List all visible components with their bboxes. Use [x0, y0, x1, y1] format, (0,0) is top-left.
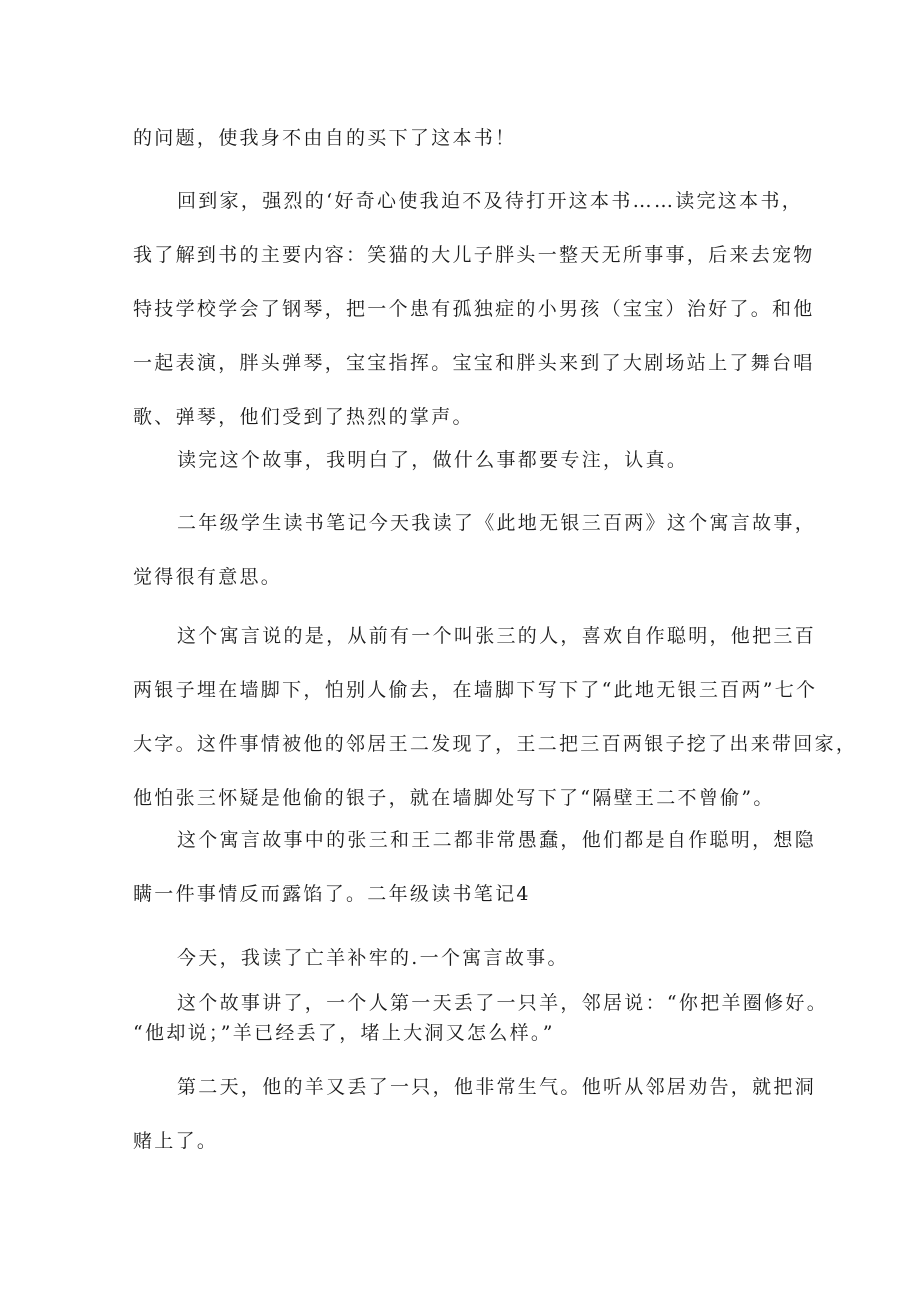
paragraph-8: [133, 988, 829, 1048]
paragraph-line: 这个寓言故事中的张三和王二都非常愚蠢，他们都是自作聪明，想隐: [177, 829, 817, 851]
paragraph-line: 瞒一件事情反而露馅了。二年级读书笔记4: [133, 883, 531, 905]
paragraph-line: 读完这个故事，我明白了，做什么事都要专注，认真。: [177, 449, 689, 471]
paragraph-line: 今天，我读了亡羊补牢的.一个寓言故事。: [177, 947, 569, 969]
paragraph-line: 大字。这件事情被他的邻居王二发现了，王二把三百两银子挖了出来带回家，: [133, 733, 858, 755]
paragraph-line: 特技学校学会了钢琴，把一个患有孤独症的小男孩（宝宝）治好了。和他: [133, 298, 815, 320]
paragraph-line: 的问题，使我身不由自的买下了这本书！: [133, 127, 517, 149]
paragraph-3: [133, 433, 793, 487]
paragraph-line: 回到家，强烈的‘好奇心使我迫不及待打开这本书……读完这本书，: [177, 190, 804, 212]
paragraph-line: 第二天，他的羊又丢了一只，他非常生气。他听从邻居劝告，就把洞: [177, 1076, 817, 1098]
paragraph-6: [133, 813, 817, 921]
paragraph-9: [133, 1060, 817, 1168]
paragraph-line: 赌上了。: [133, 1130, 219, 1152]
paragraph-line: 我了解到书的主要内容：笑猫的大儿子胖头一整天无所事事，后来去宠物: [133, 244, 815, 266]
paragraph-4: [133, 496, 817, 604]
paragraph-line: 这个寓言说的是，从前有一个叫张三的人，喜欢自作聪明，他把三百: [177, 625, 817, 647]
paragraph-line: 他怕张三怀疑是他偷的银子，就在墙脚处写下了“隔壁王二不曾偷”。: [133, 787, 775, 809]
paragraph-line: 这个故事讲了，一个人第一天丢了一只羊，邻居说：“你把羊圈修好。: [177, 992, 829, 1014]
paragraph-line: 一起表演，胖头弹琴，宝宝指挥。宝宝和胖头来到了大剧场站上了舞台唱: [133, 352, 815, 374]
paragraph-1: [133, 111, 793, 165]
paragraph-line: 两银子埋在墙脚下，怕别人偷去，在墙脚下写下了“此地无银三百两”七个: [133, 679, 818, 701]
paragraph-7: [133, 931, 793, 985]
paragraph-5: [133, 609, 858, 825]
paragraph-line: 二年级学生读书笔记今天我读了《此地无银三百两》这个寓言故事，: [177, 512, 817, 534]
paragraph-line: 歌、弹琴，他们受到了热烈的掌声。: [133, 406, 474, 428]
paragraph-line: “他却说；”羊已经丢了，堵上大洞又怎么样。”: [133, 1022, 555, 1044]
paragraph-line: 觉得很有意思。: [133, 566, 283, 588]
paragraph-2: [133, 174, 815, 444]
